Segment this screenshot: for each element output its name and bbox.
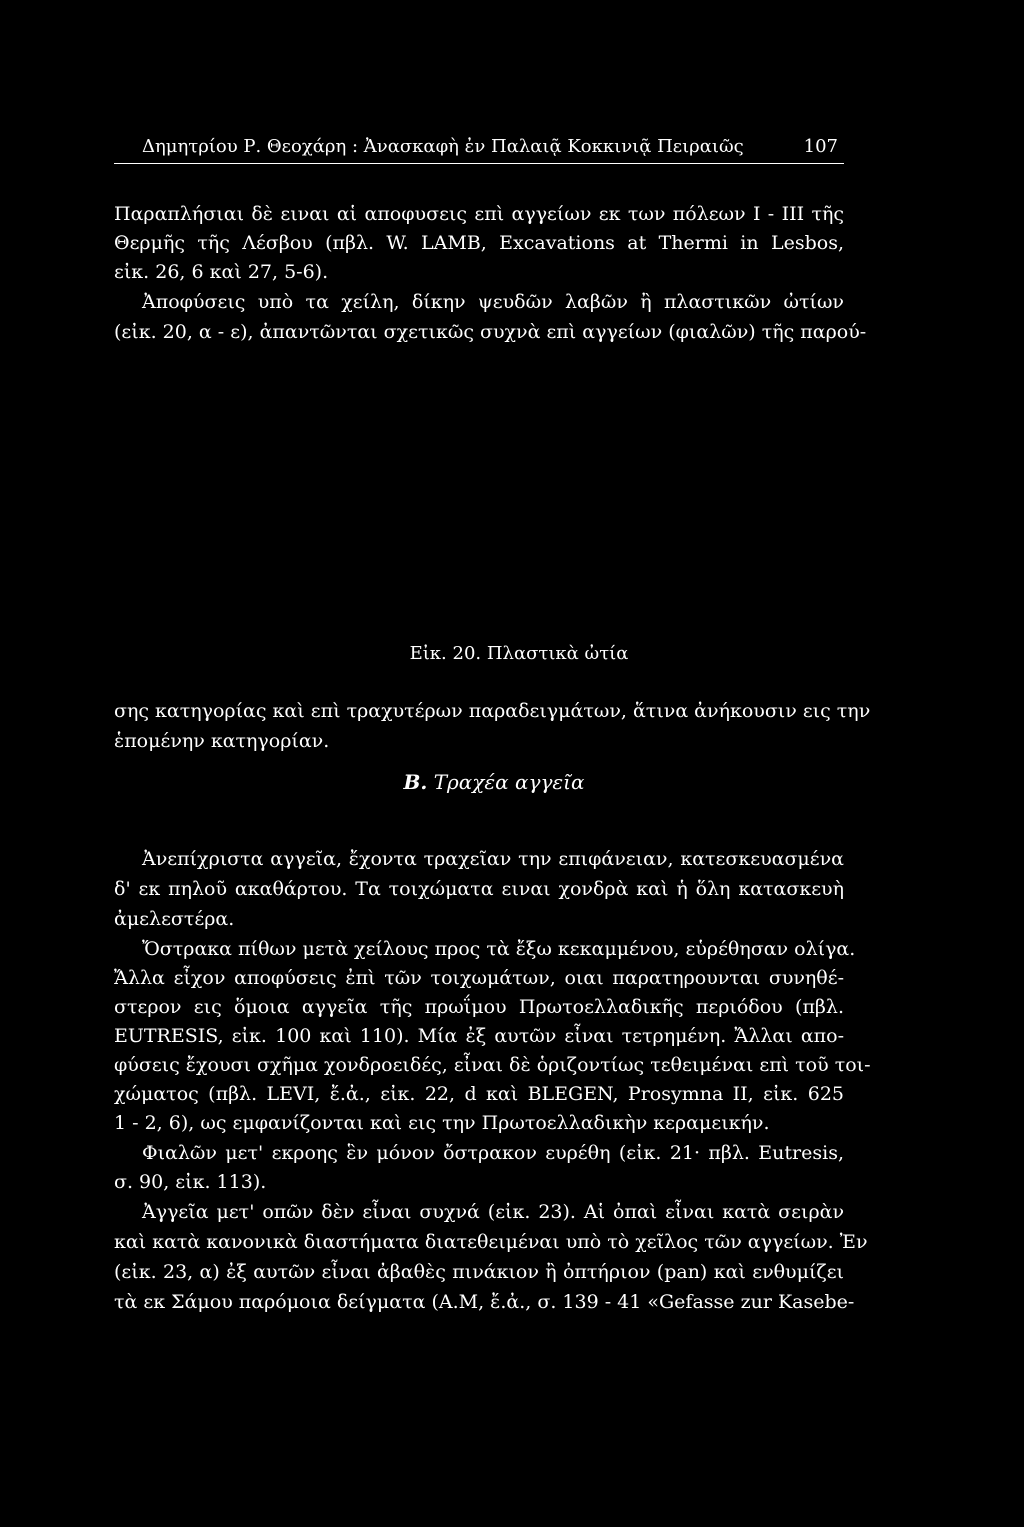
paragraph-line: σ. 90, εἰκ. 113). xyxy=(114,1171,267,1193)
paragraph-line: Ἀποφύσεις υπὸ τα χείλη, δίκην ψευδῶν λαβῶν ἢ πλαστικῶν ὠτίων xyxy=(142,291,844,313)
paragraph-line: Θερμῆς τῆς Λέσβου (πβλ. W. LAMB, Excavations at Thermi in Lesbos, xyxy=(114,232,844,254)
paragraph-line: Φιαλῶν μετ' εκροης ἓν μόνον ὄστρακον ευρέθη (εἰκ. 21· πβλ. Eutresis, xyxy=(142,1142,844,1164)
page-number: 107 xyxy=(803,136,838,157)
paragraph-line: EUTRESIS, εἰκ. 100 καὶ 110). Μία ἐξ αυτῶν εἶναι τετρημένη. Ἄλλαι απο- xyxy=(114,1025,844,1047)
paragraph-line: τὰ εκ Σάμου παρόμοια δείγματα (Α.Μ, ἔ.ἀ., σ. 139 - 41 «Gefasse zur Kasebe- xyxy=(114,1291,855,1313)
paragraph-line: (εἰκ. 23, α) ἐξ αυτῶν εἶναι ἀβαθὲς πινάκιον ἢ ὀπτήριον (pan) καὶ ενθυμίζει xyxy=(114,1261,844,1283)
paragraph-line: ἑπομένην κατηγορίαν. xyxy=(114,730,330,752)
document-page xyxy=(114,0,871,1527)
paragraph-line: Ἄλλα εἶχον αποφύσεις ἐπὶ τῶν τοιχωμάτων, οιαι παρατηρουνται συνηθέ- xyxy=(114,967,844,989)
paragraph-line: 1 - 2, 6), ως εμφανίζονται καὶ εις την Πρωτοελλαδικὴν κεραμεικήν. xyxy=(114,1112,770,1134)
figure-caption: Εἰκ. 20. Πλαστικὰ ὠτία xyxy=(409,643,629,664)
paragraph-line: χώματος (πβλ. LEVI, ἔ.ἀ., εἰκ. 22, d καὶ BLEGEN, Prosymna II, εἰκ. 625 xyxy=(114,1083,844,1105)
running-head-title: Δημητρίου Ρ. Θεοχάρη : Ἀνασκαφὴ ἐν Παλαιᾷ Κοκκινιᾷ Πειραιῶς xyxy=(142,136,744,157)
paragraph-line: (εἰκ. 20, α - ε), ἀπαντῶνται σχετικῶς συχνὰ επὶ αγγείων (φιαλῶν) τῆς παρού- xyxy=(114,321,867,343)
paragraph-line: εἰκ. 26, 6 καὶ 27, 5-6). xyxy=(114,261,329,283)
paragraph-line: Ἀγγεῖα μετ' οπῶν δὲν εἶναι συχνά (εἰκ. 23). Αἱ ὀπαὶ εἶναι κατὰ σειρὰν xyxy=(142,1201,844,1223)
paragraph-line: Ἀνεπίχριστα αγγεῖα, ἔχοντα τραχεῖαν την επιφάνειαν, κατεσκευασμένα xyxy=(142,848,844,870)
paragraph-line: Παραπλήσιαι δὲ ειναι αἱ αποφυσεις επὶ αγγείων εκ των πόλεων I - III τῆς xyxy=(114,203,844,225)
section-letter: Β. xyxy=(403,770,428,794)
paragraph-line: καὶ κατὰ κανονικὰ διαστήματα διατεθειμέναι υπὸ τὸ χεῖλος τῶν αγγείων. Ἐν xyxy=(114,1231,868,1253)
running-head xyxy=(114,132,844,162)
paragraph-line: στερον εις ὅμοια αγγεῖα τῆς πρωΐμου Πρωτοελλαδικῆς περιόδου (πβλ. xyxy=(114,996,844,1018)
figure-area xyxy=(114,360,844,630)
paragraph-line: ἀμελεστέρα. xyxy=(114,908,235,930)
paragraph-line: δ' εκ πηλοῦ ακαθάρτου. Τα τοιχώματα ειναι χονδρὰ καὶ ἡ ὅλη κατασκευὴ xyxy=(114,878,844,900)
section-heading xyxy=(114,767,844,797)
header-rule xyxy=(114,163,844,164)
section-title: Τραχέα αγγεῖα xyxy=(433,770,585,794)
paragraph-line: φύσεις ἔχουσι σχῆμα χονδροειδές, εἶναι δὲ ὁριζοντίως τεθειμέναι επὶ τοῦ τοι- xyxy=(114,1054,871,1076)
paragraph-line: Ὄστρακα πίθων μετὰ χείλους προς τὰ ἔξω κεκαμμένου, εὑρέθησαν ολίγα. xyxy=(142,938,856,960)
paragraph-line: σης κατηγορίας καὶ επὶ τραχυτέρων παραδειγμάτων, ἅτινα ἀνήκουσιν εις την xyxy=(114,700,871,722)
